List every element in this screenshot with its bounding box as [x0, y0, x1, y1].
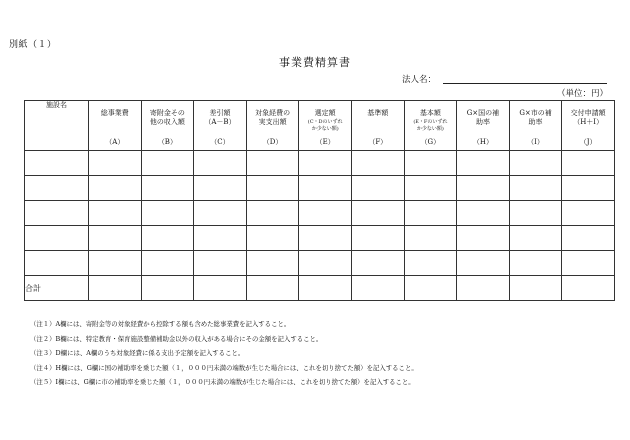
- amount-cell[interactable]: [457, 176, 510, 201]
- amount-cell[interactable]: [299, 201, 352, 226]
- column-subnote-line: (C・Dのいずれ: [307, 118, 343, 125]
- header-row: [25, 101, 615, 151]
- total-amount-cell[interactable]: [404, 276, 457, 301]
- amount-cell[interactable]: [246, 151, 299, 176]
- amount-cell[interactable]: [89, 201, 142, 226]
- column-title-line: 寄附金その: [149, 109, 185, 117]
- column-title-line: 交付申請額: [570, 109, 606, 117]
- column-code: （D）: [262, 138, 283, 147]
- total-amount-cell[interactable]: [141, 276, 194, 301]
- column-header: [509, 101, 562, 151]
- column-title-line: 他の収入額: [149, 117, 185, 126]
- amount-cell[interactable]: [562, 226, 615, 251]
- column-subnote-line: か少ない額): [416, 125, 444, 132]
- note-line: （注４）H欄には、G欄に国の補助率を乗じた額（１，０００円未満の端数が生じた場合には、これを切り捨てた額）を記入すること。: [30, 363, 418, 372]
- column-header: [562, 101, 615, 151]
- table-row: [25, 176, 615, 201]
- total-amount-cell[interactable]: [246, 276, 299, 301]
- column-header: [404, 101, 457, 151]
- column-title-line: 助率: [528, 117, 543, 126]
- amount-cell[interactable]: [351, 226, 404, 251]
- corporation-name-label: 法人名：: [402, 75, 437, 85]
- facility-name-cell[interactable]: [25, 201, 89, 226]
- amount-cell[interactable]: [351, 151, 404, 176]
- facility-name-cell[interactable]: [25, 251, 89, 276]
- amount-cell[interactable]: [457, 226, 510, 251]
- column-code: （A）: [105, 138, 125, 147]
- settlement-table: [24, 100, 615, 301]
- amount-cell[interactable]: [89, 251, 142, 276]
- column-header: [141, 101, 194, 151]
- amount-cell[interactable]: [299, 151, 352, 176]
- column-code: （J）: [579, 138, 597, 147]
- facility-name-cell[interactable]: [25, 151, 89, 176]
- note-line: （注２）B欄には、特定教育・保育施設整備補助金以外の収入がある場合にその金額を記入すること。: [30, 334, 323, 343]
- amount-cell[interactable]: [246, 226, 299, 251]
- amount-cell[interactable]: [562, 176, 615, 201]
- amount-cell[interactable]: [404, 251, 457, 276]
- column-code: （B）: [157, 138, 177, 147]
- column-subnote-line: (E・Fのいずれ: [413, 118, 448, 125]
- column-title-line: 総事業費: [100, 109, 129, 117]
- total-amount-cell[interactable]: [351, 276, 404, 301]
- column-title-line: （H＋I）: [573, 117, 604, 126]
- column-subnote: [299, 119, 351, 133]
- column-title-line: （A－B）: [204, 117, 236, 126]
- note-line: （注５）I欄には、G欄に市の補助率を乗じた額（１，０００円未満の端数が生じた場合には、これを切り捨てた額）を記入すること。: [30, 378, 415, 387]
- column-title: [194, 109, 246, 127]
- amount-cell[interactable]: [509, 251, 562, 276]
- column-title: [510, 109, 562, 127]
- column-title-line: 助率: [475, 117, 490, 126]
- form-id: 別紙（１）: [9, 40, 57, 50]
- amount-cell[interactable]: [404, 176, 457, 201]
- amount-cell[interactable]: [457, 201, 510, 226]
- column-code: （F）: [368, 138, 388, 147]
- column-title-line: 実支出額: [258, 117, 287, 126]
- amount-cell[interactable]: [404, 201, 457, 226]
- amount-cell[interactable]: [141, 176, 194, 201]
- amount-cell[interactable]: [89, 226, 142, 251]
- column-title: [352, 109, 404, 118]
- amount-cell[interactable]: [141, 151, 194, 176]
- amount-cell[interactable]: [299, 226, 352, 251]
- column-title-line: 基準額: [367, 109, 389, 117]
- amount-cell[interactable]: [194, 226, 247, 251]
- total-amount-cell[interactable]: [509, 276, 562, 301]
- document-title: 事業費精算書: [279, 56, 351, 69]
- amount-cell[interactable]: [457, 151, 510, 176]
- facility-name-header: 施設名: [25, 101, 89, 151]
- unit-label: （単位：円）: [556, 89, 608, 99]
- amount-cell[interactable]: [562, 251, 615, 276]
- column-code: （H）: [472, 138, 493, 147]
- amount-cell[interactable]: [509, 151, 562, 176]
- facility-name-cell[interactable]: [25, 226, 89, 251]
- facility-name-cell[interactable]: [25, 176, 89, 201]
- amount-cell[interactable]: [141, 201, 194, 226]
- total-label: 合計: [25, 276, 89, 301]
- column-code: （C）: [210, 138, 230, 147]
- amount-cell[interactable]: [194, 176, 247, 201]
- column-title: [89, 109, 141, 118]
- amount-cell[interactable]: [562, 201, 615, 226]
- amount-cell[interactable]: [246, 201, 299, 226]
- column-header: [89, 101, 142, 151]
- amount-cell[interactable]: [141, 251, 194, 276]
- amount-cell[interactable]: [509, 176, 562, 201]
- amount-cell[interactable]: [404, 226, 457, 251]
- amount-cell[interactable]: [194, 201, 247, 226]
- amount-cell[interactable]: [141, 226, 194, 251]
- table-row: [25, 151, 615, 176]
- amount-cell[interactable]: [89, 176, 142, 201]
- column-subnote: [405, 119, 457, 133]
- column-title-line: 差引額: [209, 109, 231, 117]
- note-line: （注１）A欄には、寄附金等の対象経費から控除する額も含めた総事業費を記入すること。: [30, 320, 291, 328]
- column-header: [457, 101, 510, 151]
- column-title-line: G×市の補: [519, 109, 552, 117]
- amount-cell[interactable]: [89, 151, 142, 176]
- column-title: [299, 109, 351, 118]
- column-header: [246, 101, 299, 151]
- note-line: （注３）D欄には、A欄のうち対象経費に係る支出予定額を記入すること。: [30, 349, 245, 358]
- total-amount-cell[interactable]: [457, 276, 510, 301]
- column-code: （E）: [315, 138, 335, 147]
- column-code: （I）: [527, 138, 544, 147]
- column-title-line: 選定額: [314, 109, 336, 117]
- column-title: [247, 109, 299, 127]
- total-amount-cell[interactable]: [194, 276, 247, 301]
- column-title: [405, 109, 457, 118]
- amount-cell[interactable]: [194, 151, 247, 176]
- amount-cell[interactable]: [351, 176, 404, 201]
- amount-cell[interactable]: [457, 251, 510, 276]
- table-row: [25, 226, 615, 251]
- column-header: [194, 101, 247, 151]
- amount-cell[interactable]: [404, 151, 457, 176]
- corporation-name-field[interactable]: [443, 83, 607, 84]
- table-body: [25, 151, 615, 301]
- amount-cell[interactable]: [509, 201, 562, 226]
- total-amount-cell[interactable]: [89, 276, 142, 301]
- total-amount-cell[interactable]: [299, 276, 352, 301]
- column-header: [351, 101, 404, 151]
- column-header: [299, 101, 352, 151]
- amount-cell[interactable]: [351, 251, 404, 276]
- amount-cell[interactable]: [194, 251, 247, 276]
- amount-cell[interactable]: [351, 201, 404, 226]
- amount-cell[interactable]: [246, 176, 299, 201]
- column-code: （G）: [420, 138, 441, 147]
- table-row: [25, 251, 615, 276]
- column-title: [142, 109, 194, 127]
- column-title: [562, 109, 614, 127]
- column-title-line: G×国の補: [466, 109, 500, 117]
- notes-section: [30, 317, 418, 390]
- total-row: [25, 276, 615, 301]
- amount-cell[interactable]: [299, 251, 352, 276]
- column-title-line: 基本額: [419, 109, 441, 117]
- column-title: [457, 109, 509, 127]
- amount-cell[interactable]: [299, 176, 352, 201]
- amount-cell[interactable]: [509, 226, 562, 251]
- amount-cell[interactable]: [562, 151, 615, 176]
- column-subnote-line: か少ない額): [311, 125, 339, 132]
- total-amount-cell[interactable]: [562, 276, 615, 301]
- table-row: [25, 201, 615, 226]
- column-title-line: 対象経費の: [255, 109, 291, 117]
- amount-cell[interactable]: [246, 251, 299, 276]
